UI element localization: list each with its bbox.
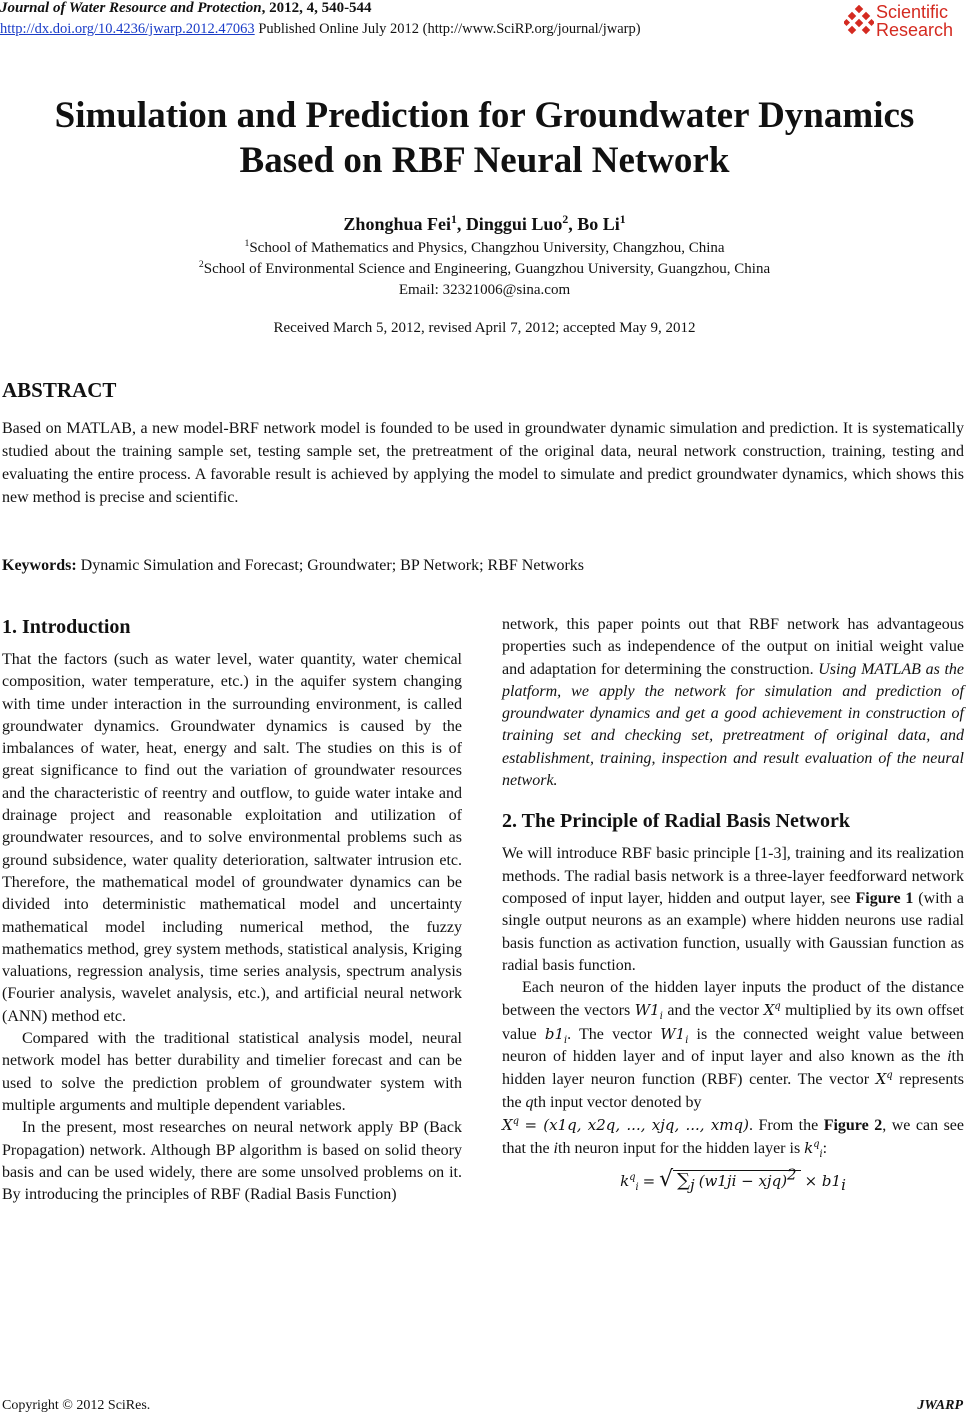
sym-i-2: i xyxy=(564,1034,568,1046)
published-text: Published Online July 2012 (http://www.SciRP.org/journal/jwarp) xyxy=(254,21,641,37)
symbol-xq-3 xyxy=(502,1116,519,1134)
intro-paragraph-3: In the present, most researches on neural network apply BP (Back Propagation) network. Although BP algorithm is based on solid theory basis and can be used widely, there are some unsolved problems on it. By introducing the principles of RBF (Radial Basis Function) xyxy=(2,1119,462,1204)
ith-italic-2: i xyxy=(553,1140,558,1158)
rbf-p2-e: is the connected weight value between neuron of hidden layer and of input layer and also known as the xyxy=(502,1025,965,1066)
rbf-p2-f: th hidden layer neuron function (RBF) center. The vector xyxy=(502,1048,964,1089)
sym-x-2: X xyxy=(875,1070,887,1089)
aff1-sup: 1 xyxy=(244,238,250,249)
symbol-w1i-2 xyxy=(660,1024,689,1046)
rbf-p2-b: and the vector xyxy=(662,1002,764,1020)
rbf-paragraph-2 xyxy=(502,977,964,1160)
intro-paragraph-2: Compared with the traditional statistical analysis model, neural network model has better durability and timelier forecast and can be used to solve the prediction problem of groundwater system with multiple arguments and multiple dependent variables. xyxy=(2,1030,462,1114)
section-2-heading: 2. The Principle of Radial Basis Network xyxy=(502,810,850,833)
journal-name: Journal of Water Resource and Protection xyxy=(0,0,262,16)
formula-equals: = xyxy=(642,1171,656,1190)
author-2-sup: 2 xyxy=(562,213,569,226)
left-column xyxy=(2,614,462,1206)
journal-header xyxy=(0,0,372,17)
sqrt-sign-icon: √ xyxy=(659,1166,674,1192)
sym-q: q xyxy=(774,1001,781,1013)
keywords xyxy=(2,557,584,575)
paper-title-line2: Based on RBF Neural Network xyxy=(239,140,730,181)
logo-line1: Scientific xyxy=(876,2,949,22)
author-2: Dinggui Luo xyxy=(465,214,563,234)
rbf-p2-g: represents the xyxy=(502,1071,965,1111)
logo-mark-icon xyxy=(844,5,874,39)
section-1-heading: 1. Introduction xyxy=(2,616,131,638)
symbol-xq-2 xyxy=(876,1070,893,1088)
paper-title-line1: Simulation and Prediction for Groundwater Dynamics xyxy=(54,95,915,136)
symbol-xq xyxy=(764,1001,781,1019)
sym-k: k xyxy=(804,1139,814,1158)
right-column xyxy=(502,614,964,1219)
sym-i-4: i xyxy=(819,1149,823,1161)
qth-italic: q xyxy=(525,1093,534,1111)
equation-kiq xyxy=(502,1165,964,1219)
rbf-p2-a: Each neuron of the hidden layer inputs the product of the distance between the vectors xyxy=(502,979,964,1020)
formula-k: k xyxy=(620,1171,630,1190)
keywords-text: Dynamic Simulation and Forecast; Groundwater; BP Network; RBF Networks xyxy=(76,557,584,574)
formula-b1-index: i xyxy=(841,1175,846,1194)
sym-w1-2: W1 xyxy=(660,1024,686,1043)
keywords-label: Keywords: xyxy=(2,557,77,574)
affiliation-1 xyxy=(0,240,969,257)
formula-body: (w1ji − xjq) xyxy=(698,1171,788,1190)
intro-p4-plain: network, this paper points out that RBF network has advantageous properties such as independence of the output on initial weight value and adaptation for determining the construction. xyxy=(502,616,964,678)
rbf-p2-c: multiplied by its own offset value xyxy=(502,1002,964,1043)
logo-text xyxy=(876,3,953,39)
sym-q-4: q xyxy=(813,1139,820,1151)
rbf-p2-j: , we can see that the xyxy=(502,1116,965,1158)
formula-radicand xyxy=(673,1165,800,1194)
symbol-w1i xyxy=(634,1001,663,1023)
affiliation-2 xyxy=(0,261,969,278)
figure-1-ref: Figure 1 xyxy=(855,889,914,907)
formula-power: 2 xyxy=(787,1165,797,1184)
sym-b1: b1 xyxy=(544,1024,564,1043)
rbf-p2-d: . The vector xyxy=(567,1025,661,1043)
formula-lhs xyxy=(620,1171,639,1193)
sym-q-3: q xyxy=(512,1115,519,1127)
footer-copyright: Copyright © 2012 SciRes. xyxy=(2,1398,151,1413)
rbf-p2-colon: : xyxy=(822,1140,828,1158)
intro-paragraph-1: That the factors (such as water level, water quantity, water chemical composition, water temperature, etc.) in the aquifer system changing with time under interaction in the surrounding environment, is called groundwater dynamics. Groundwater dynamics is caused by the imbalances of water, heat, energy and salt. The studies on this is of great significance to find out the variation of groundwater resources and the characteristic of reentry and outflow, to guide water intake and drainage project and reasonable exploitation and utilization of groundwater resources, and to solve environmental problems such as ground subsidence, water quality deterioration, saltwater intrusion etc. Therefore, the mathematical model of groundwater dynamics can be divided into deterministic mathematical model and uncertainty mathematical model including numerical method, the fuzzy mathematics method, grey system methods, statistical analysis, Kriging valuations, regression analysis, time series analysis, spectrum analysis (Fourier analysis, wavelet analysis, etc.), and artificial neural network (ANN) method etc. xyxy=(2,651,462,1025)
abstract-heading: ABSTRACT xyxy=(2,378,117,402)
publisher-logo xyxy=(844,3,969,43)
symbol-kiq xyxy=(804,1139,823,1161)
rbf-p2-h: th input vector denoted by xyxy=(533,1093,702,1111)
author-3-sup: 1 xyxy=(619,213,626,226)
sym-x-3: X xyxy=(502,1115,513,1134)
doi-link[interactable]: http://dx.doi.org/10.4236/jwarp.2012.47063 xyxy=(0,21,255,37)
aff1-text: School of Mathematics and Physics, Changzhou University, Changzhou, China xyxy=(249,240,725,256)
intro-paragraph-4 xyxy=(502,614,964,792)
rbf-p1-b: (with a single output neurons as an example) where hidden neurons use radial basis function as activation function, usually with Gaussian function as radial basis function. xyxy=(502,889,965,974)
abstract-text: Based on MATLAB, a new model-BRF network model is founded to be used in groundwater dynamic simulation and prediction. It is systematically studied about the training sample set, testing sample set, the pretreatment of the original data, neural network construction, training, testing and evaluating the entire process. A favorable result is achieved by applying the model to simulate and predict groundwater dynamics, which shows this new method is precise and scientific. xyxy=(2,420,964,506)
sym-q-2: q xyxy=(886,1070,893,1082)
figure-2-ref: Figure 2 xyxy=(823,1116,883,1134)
doi-line xyxy=(0,21,641,38)
ith-italic: i xyxy=(947,1048,952,1066)
rbf-paragraph-1 xyxy=(502,843,964,977)
aff2-text: School of Environmental Science and Engineering, Guangzhou University, Guangzhou, China xyxy=(203,261,771,277)
rbf-p1-a: We will introduce RBF basic principle [1-3], training and its realization methods. The radial basis network is a three-layer feedforward network composed of input layer, hidden and output layer, see xyxy=(502,845,964,907)
received-dates: Received March 5, 2012, revised April 7, 2012; accepted May 9, 2012 xyxy=(273,320,696,336)
formula-sum: ∑ xyxy=(677,1169,691,1191)
rbf-p2-k: th neuron input for the hidden layer is xyxy=(558,1140,805,1158)
author-email: Email: 32321006@sina.com xyxy=(398,282,571,298)
journal-details: , 2012, 4, 540-544 xyxy=(261,0,372,16)
intro-p4-italic: Using MATLAB as the platform, we apply the network for simulation and prediction of groundwater dynamics and get a good achievement in construction of training set and checking set, pretreatment of original data, and establishment, training, inspection and result evaluation of the neural network. xyxy=(502,660,964,790)
sym-w1: W1 xyxy=(634,1001,660,1020)
author-1: Zhonghua Fei xyxy=(343,214,451,234)
formula-sum-index: j xyxy=(690,1175,695,1194)
rbf-p2-i: . From the xyxy=(748,1116,824,1134)
footer-journal-abbr: JWARP xyxy=(917,1398,963,1413)
sym-i: i xyxy=(659,1011,663,1023)
author-1-sup: 1 xyxy=(450,213,457,226)
sym-i-3: i xyxy=(685,1034,689,1046)
formula-i: i xyxy=(635,1181,639,1193)
logo-line2: Research xyxy=(876,20,954,40)
author-list: Zhonghua Fei$^1$, Dinggui Luo$^2$, Bo Li$^1$ xyxy=(343,213,626,234)
aff2-sup: 2 xyxy=(198,259,204,270)
symbol-b1i xyxy=(544,1024,568,1046)
sym-x: X xyxy=(763,1001,775,1020)
formula-times-b1: × b1 xyxy=(804,1171,842,1190)
input-vector-definition: = (x1q, x2q, ..., xjq, ..., xmq) xyxy=(524,1115,749,1134)
author-3: Bo Li xyxy=(577,214,620,234)
formula-q: q xyxy=(629,1171,636,1183)
